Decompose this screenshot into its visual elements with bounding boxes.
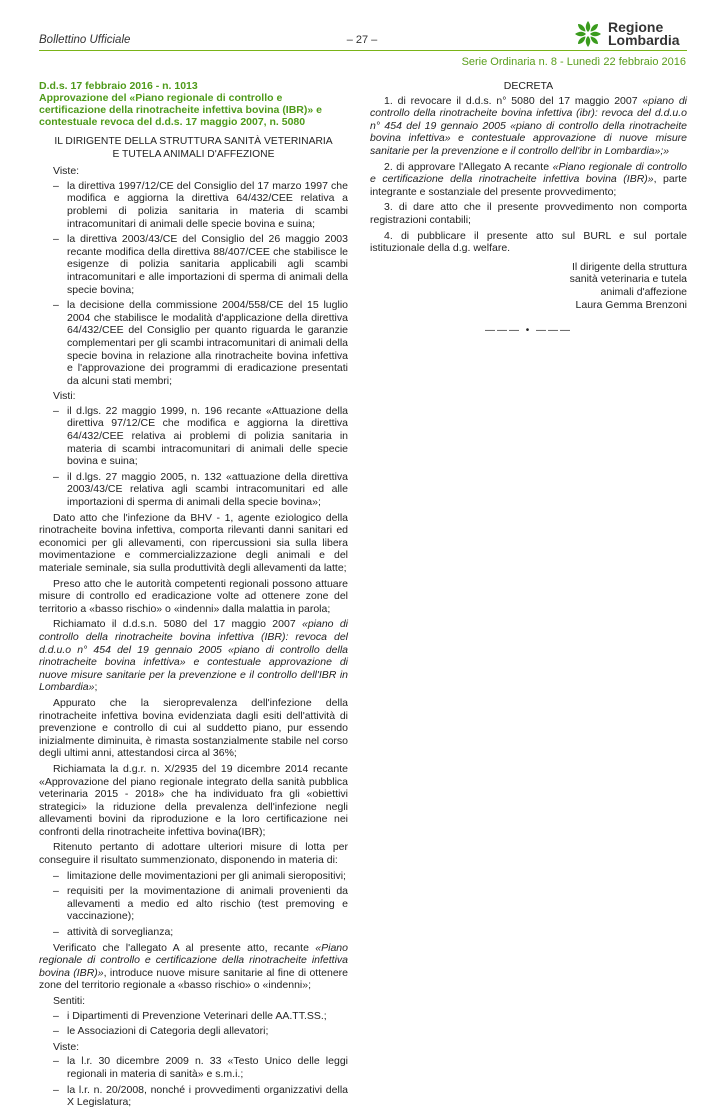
decree-title: Approvazione del «Piano regionale di controllo e certificazione della rinotracheite infettiva bovina (IBR)» e contestuale revoca del d.d.s. 17 maggio 2007, n. 5080 bbox=[39, 92, 322, 128]
text-run: 1. di revocare il d.d.s. n° 5080 del 17 maggio 2007 bbox=[384, 94, 643, 107]
logo-line-2: Lombardia bbox=[608, 32, 680, 48]
viste2-label: Viste: bbox=[53, 1040, 80, 1053]
signature-line-2: sanità veterinaria e tutela bbox=[569, 273, 687, 286]
list-item: – attività di sorveglianza; bbox=[39, 926, 348, 939]
regione-lombardia-logo bbox=[573, 19, 688, 49]
logo-line-1: Regione bbox=[608, 19, 664, 35]
decreta-item-4: 4. di pubblicare il presente atto sul BURL e sul portale istituzionale della d.g. welfare. bbox=[370, 229, 687, 255]
series-info: Serie Ordinaria n. 8 - Lunedì 22 febbraio 2016 bbox=[461, 56, 686, 68]
text-run: Richiamato il d.d.s.n. 5080 del 17 maggio 2007 bbox=[53, 618, 302, 631]
list-item: – la l.r. n. 20/2008, nonché i provvedimenti organizzativi della X Legislatura; bbox=[39, 1084, 348, 1109]
text-run: , parte integrante e sostanziale del presente provvedimento; bbox=[370, 173, 687, 198]
decreta-item-1 bbox=[370, 95, 687, 158]
paragraph-appurato: Appurato che la sieroprevalenza dell'infezione della rinotracheite infettiva bovina evidenziata dagli esiti dell'attività di prevenzione e controllo di cui al suddetto piano, pur essendo inizialmente diminuita, è rimasta sostanzialmente stabile nel corso degli ultimi anni, attestandosi circa al 36%; bbox=[39, 696, 348, 760]
page-number: – 27 – bbox=[346, 34, 378, 46]
list-item: – i Dipartimenti di Prevenzione Veterinari delle AA.TT.SS.; bbox=[39, 1010, 348, 1023]
header-rule bbox=[39, 50, 687, 51]
list-item: – la decisione della commissione 2004/558/CE del 15 luglio 2004 che stabilisce le modalità d'applicazione della direttiva 64/432/CEE del Consiglio per quanto riguarda le garanzie complementari per gli scambi intracomunitari di animali della specie bovina in relazione alla rinotracheite bovina infettiva e l'approvazione dei programmi di eradicazione presentati da alcuni stati membri; bbox=[39, 299, 348, 387]
italic-run: «Piano regionale di controllo e certificazione della rinotracheite infettiva bovina (IBR)» bbox=[39, 941, 348, 979]
decreta-heading: DECRETA bbox=[503, 80, 554, 92]
decree-id: D.d.s. 17 febbraio 2016 - n. 1013 bbox=[39, 80, 198, 92]
italic-run: «Piano regionale di controllo e certificazione della rinotracheite infettiva bovina (IBR)» bbox=[370, 160, 687, 186]
right-column bbox=[370, 80, 687, 338]
signature-block bbox=[370, 261, 687, 311]
list-item: – la direttiva 1997/12/CE del Consiglio del 17 marzo 1997 che modifica e aggiorna la direttiva 64/432/CEE relativa a problemi di polizia sanitaria in materia di scambi intracomunitari di animali delle specie bovina e suina; bbox=[39, 180, 348, 230]
list-item: – la l.r. 30 dicembre 2009 n. 33 «Testo Unico delle leggi regionali in materia di sanità» e s.m.i.; bbox=[39, 1055, 348, 1080]
list-item: – le Associazioni di Categoria degli allevatori; bbox=[39, 1025, 348, 1038]
signature-line-3: animali d'affezione bbox=[600, 285, 687, 298]
text-run: , introduce nuove misure sanitarie al fine di ottenere zone del territorio regionale a «basso rischio» o «indenni»; bbox=[39, 966, 348, 992]
text-run: 2. di approvare l'Allegato A recante bbox=[384, 160, 553, 173]
list-item: – il d.lgs. 22 maggio 1999, n. 196 recante «Attuazione della direttiva 97/12/CE che modifica e aggiorna la direttiva 64/432/CEE relativa ai problemi di polizia sanitaria in materia di scambi intracomunitari di animali delle specie bovina e suina; bbox=[39, 405, 348, 468]
decreta-item-2 bbox=[370, 161, 687, 199]
paragraph-ritenuto: Ritenuto pertanto di adottare ulteriori misure di lotta per conseguire il risultato summenzionato, disponendo in materia di: bbox=[39, 841, 348, 867]
text-run: Verificato che l'allegato A al presente atto, recante bbox=[53, 941, 316, 954]
sentiti-label: Sentiti: bbox=[53, 995, 86, 1007]
text-run: ; bbox=[94, 681, 98, 694]
paragraph-dato-atto: Dato atto che l'infezione da BHV - 1, agente eziologico della rinotracheite bovina infettiva, comporta rilevanti danni sanitari ed economici per gli allevamenti, con ripercussioni sia sulla libera movimentazione e commercializzazione degli animali e del materiale seminale, sia sulla produttività degli allevamenti da latte; bbox=[39, 511, 348, 574]
decreta-item-3: 3. di dare atto che il presente provvedimento non comporta registrazioni contabili; bbox=[370, 201, 687, 226]
signature-line-1: Il dirigente della struttura bbox=[572, 260, 687, 273]
paragraph-verificato bbox=[39, 942, 348, 992]
viste2-list bbox=[39, 1055, 348, 1108]
italic-run: «piano di controllo della rinotracheite bovina infettiva (ibr): revoca del d.d.u.o n° 454 del 19 gennaio 2005 «piano di controllo della rinotracheite bovina infettiva» e contestuale approvazione di nuove misure sanitarie per la prevenzione e il controllo dell'ibr in Lombardia»;» bbox=[370, 94, 687, 157]
viste-list bbox=[39, 180, 348, 388]
publication-name: Bollettino Ufficiale bbox=[39, 34, 131, 46]
viste-label: Viste: bbox=[53, 165, 80, 178]
dirigente-heading bbox=[39, 136, 348, 161]
paragraph-richiamata: Richiamata la d.g.r. n. X/2935 del 19 dicembre 2014 recante «Approvazione del piano regionale integrato della sanità pubblica veterinaria 2015 - 2018» che ha individuato fra gli «obiettivi strategici» la riduzione della prevalenza dell'infezione negli allevamenti bovini da riproduzione e la loro certificazione nei confronti della rinotracheite infettiva bovina(IBR); bbox=[39, 762, 348, 838]
paragraph-preso-atto: Preso atto che le autorità competenti regionali possono attuare misure di controllo ed eradicazione volte ad ottenere zone del territorio a «basso rischio» o «indenni» dalla malattia in parola; bbox=[39, 577, 348, 615]
italic-run: «piano di controllo della rinotracheite bovina infettiva (IBR): revoca del d.d.u.o n° 454 del 19 gennaio 2005 «piano di controllo della rinotracheite bovina infettiva» e contestuale approvazione di nuove misure sanitarie per la prevenzione e il controllo dell'IBR in Lombardia» bbox=[39, 618, 349, 694]
paragraph-richiamato bbox=[39, 618, 348, 694]
ritenuto-list bbox=[39, 870, 348, 939]
signature-name: Laura Gemma Brenzoni bbox=[575, 298, 687, 311]
list-item: – limitazione delle movimentazioni per gli animali sieropositivi; bbox=[39, 870, 348, 883]
lombardia-rose-icon bbox=[573, 19, 603, 49]
left-column bbox=[39, 80, 348, 1112]
visti-label: Visti: bbox=[53, 390, 76, 403]
visti-list bbox=[39, 405, 348, 509]
dirigente-line-1: IL DIRIGENTE DELLA STRUTTURA SANITÀ VETERINARIA bbox=[54, 136, 333, 147]
list-item: – il d.lgs. 27 maggio 2005, n. 132 «attuazione della direttiva 2003/43/CE relativa agli scambi intracomunitari ed alle importazioni di sperma di animali della specie bovina»; bbox=[39, 471, 348, 509]
section-separator: ——— • ——— bbox=[484, 325, 573, 337]
list-item: – la direttiva 2003/43/CE del Consiglio del 26 maggio 2003 recante modifica della direttiva 88/407/CEE che stabilisce le esigenze di polizia sanitaria applicabili agli scambi intracomunitari e alle importazioni di sperma di animali della specie bovina; bbox=[39, 233, 348, 296]
dirigente-line-2: E TUTELA ANIMALI D'AFFEZIONE bbox=[112, 148, 275, 160]
list-item: – requisiti per la movimentazione di animali provenienti da allevamenti a medio ed alto rischio (test premoving e vaccinazione); bbox=[39, 885, 348, 923]
logo-text bbox=[608, 21, 680, 47]
